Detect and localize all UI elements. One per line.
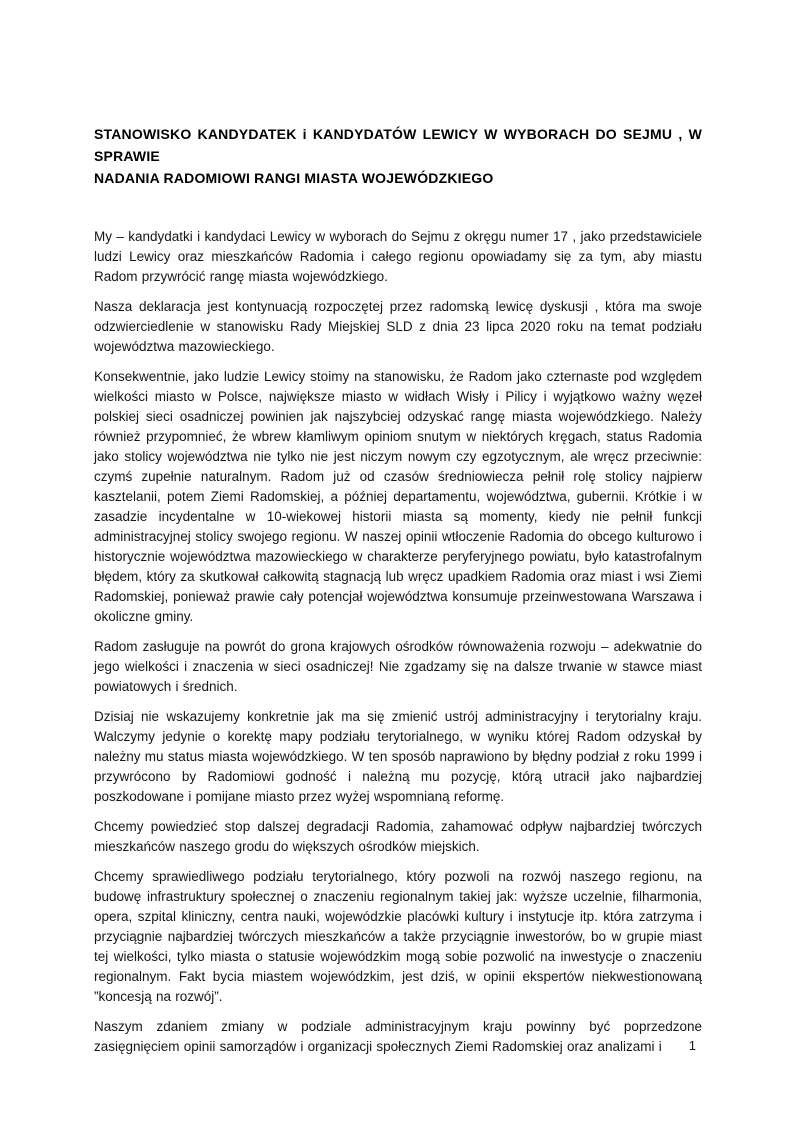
paragraph-today: Dzisiaj nie wskazujemy konkretnie jak ma się zmienić ustrój administracyjny i terytorialny kraju. Walczymy jedynie o korektę mapy podziału terytorialnego, w wyniku której Radom odzyskał by należny mu status miasta wojewódzkiego. W ten sposób naprawiono by błędny podział z roku 1999 i przywrócono by Radomiowi godność i należną mu pozycję, którą utracił jako najbardziej poszkodowane i pomijane miasto przez wyżej wspomnianą reformę.: [94, 709, 702, 804]
paragraph-stop-degradation: Chcemy powiedzieć stop dalszej degradacji Radomia, zahamować odpływ najbardziej twórczych mieszkańców naszego grodu do większych ośrodków miejskich.: [94, 819, 702, 854]
document-title-line-2: NADANIA RADOMIOWI RANGI MIASTA WOJEWÓDZKIEGO: [94, 170, 494, 186]
paragraph-deserves: Radom zasługuje na powrót do grona krajowych ośrodków równoważenia rozwoju – adekwatnie do jego wielkości i znaczenia w sieci osadniczej! Nie zgadzamy się na dalsze trwanie w stawce miast powiatowych i średnich.: [94, 639, 702, 694]
page-number: 1: [688, 1038, 696, 1053]
paragraph-intro: My – kandydatki i kandydaci Lewicy w wyborach do Sejmu z okręgu numer 17 , jako przedstawiciele ludzi Lewicy oraz mieszkańców Radomia i całego regionu opowiadamy się za tym, aby miastu Radom przywrócić rangę miasta wojewódzkiego.: [94, 229, 702, 284]
paragraph-fair-division: Chcemy sprawiedliwego podziału terytorialnego, który pozwoli na rozwój naszego regionu, na budowę infrastruktury społecznej o znaczeniu regionalnym takiej jak: wyższe uczelnie, filharmonia, opera, szpital kliniczny, centra nauki, wojewódzkie placówki kultury i instytucje itp. która zatrzyma i przyciągnie najbardziej twórczych mieszkańców a także przyciągnie inwestorów, bo w grupie miast tej wielkości, tylko miasta o statusie wojewódzkim mogą sobie pozwolić na inwestycje o znaczeniu regionalnym. Fakt bycia miastem wojewódzkim, jest dziś, w opinii ekspertów niekwestionowaną ”koncesją na rozwój”.: [94, 869, 702, 1004]
document-body: [94, 227, 702, 1057]
paragraph-our-opinion: Naszym zdaniem zmiany w podziale administracyjnym kraju powinny być poprzedzone zasięgnięciem opinii samorządów i organizacji społecznych Ziemi Radomskiej oraz analizami i: [94, 1019, 702, 1054]
document-title-line-1: STANOWISKO KANDYDATEK i KANDYDATÓW LEWICY W WYBORACH DO SEJMU , W SPRAWIE: [94, 126, 702, 164]
document-content: [94, 123, 702, 1067]
paragraph-declaration: Nasza deklaracja jest kontynuacją rozpoczętej przez radomską lewicę dyskusji , która ma swoje odzwierciedlenie w stanowisku Rady Miejskiej SLD z dnia 23 lipca 2020 roku na temat podziału województwa mazowieckiego.: [94, 299, 702, 354]
paragraph-history: Konsekwentnie, jako ludzie Lewicy stoimy na stanowisku, że Radom jako czternaste pod względem wielkości miasto w Polsce, największe miasto w widłach Wisły i Pilicy i wyjątkowo ważny węzeł polskiej sieci osadniczej powinien jak najszybciej odzyskać rangę miasta wojewódzkiego. Należy również przypomnieć, że wbrew kłamliwym opiniom snutym w niektórych kręgach, status Radomia jako stolicy województwa nie tylko nie jest niczym nowym czy egzotycznym, ale wręcz przeciwnie: czymś zupełnie naturalnym. Radom już od czasów średniowiecza pełnił rolę stolicy najpierw kasztelanii, potem Ziemi Radomskiej, a później departamentu, województwa, gubernii. Krótkie i w zasadzie incydentalne w 10-wiekowej historii miasta są momenty, kiedy nie pełnił funkcji administracyjnej stolicy swojego regionu. W naszej opinii wtłoczenie Radomia do obcego kulturowo i historycznie województwa mazowieckiego w charakterze peryferyjnego powiatu, było katastrofalnym błędem, który za skutkował całkowitą stagnacją lub wręcz upadkiem Radomia oraz miast i wsi Ziemi Radomskiej, ponieważ prawie cały potencjał województwa konsumuje przeinwestowana Warszawa i okoliczne gminy.: [94, 369, 702, 624]
document-title: [94, 123, 702, 189]
